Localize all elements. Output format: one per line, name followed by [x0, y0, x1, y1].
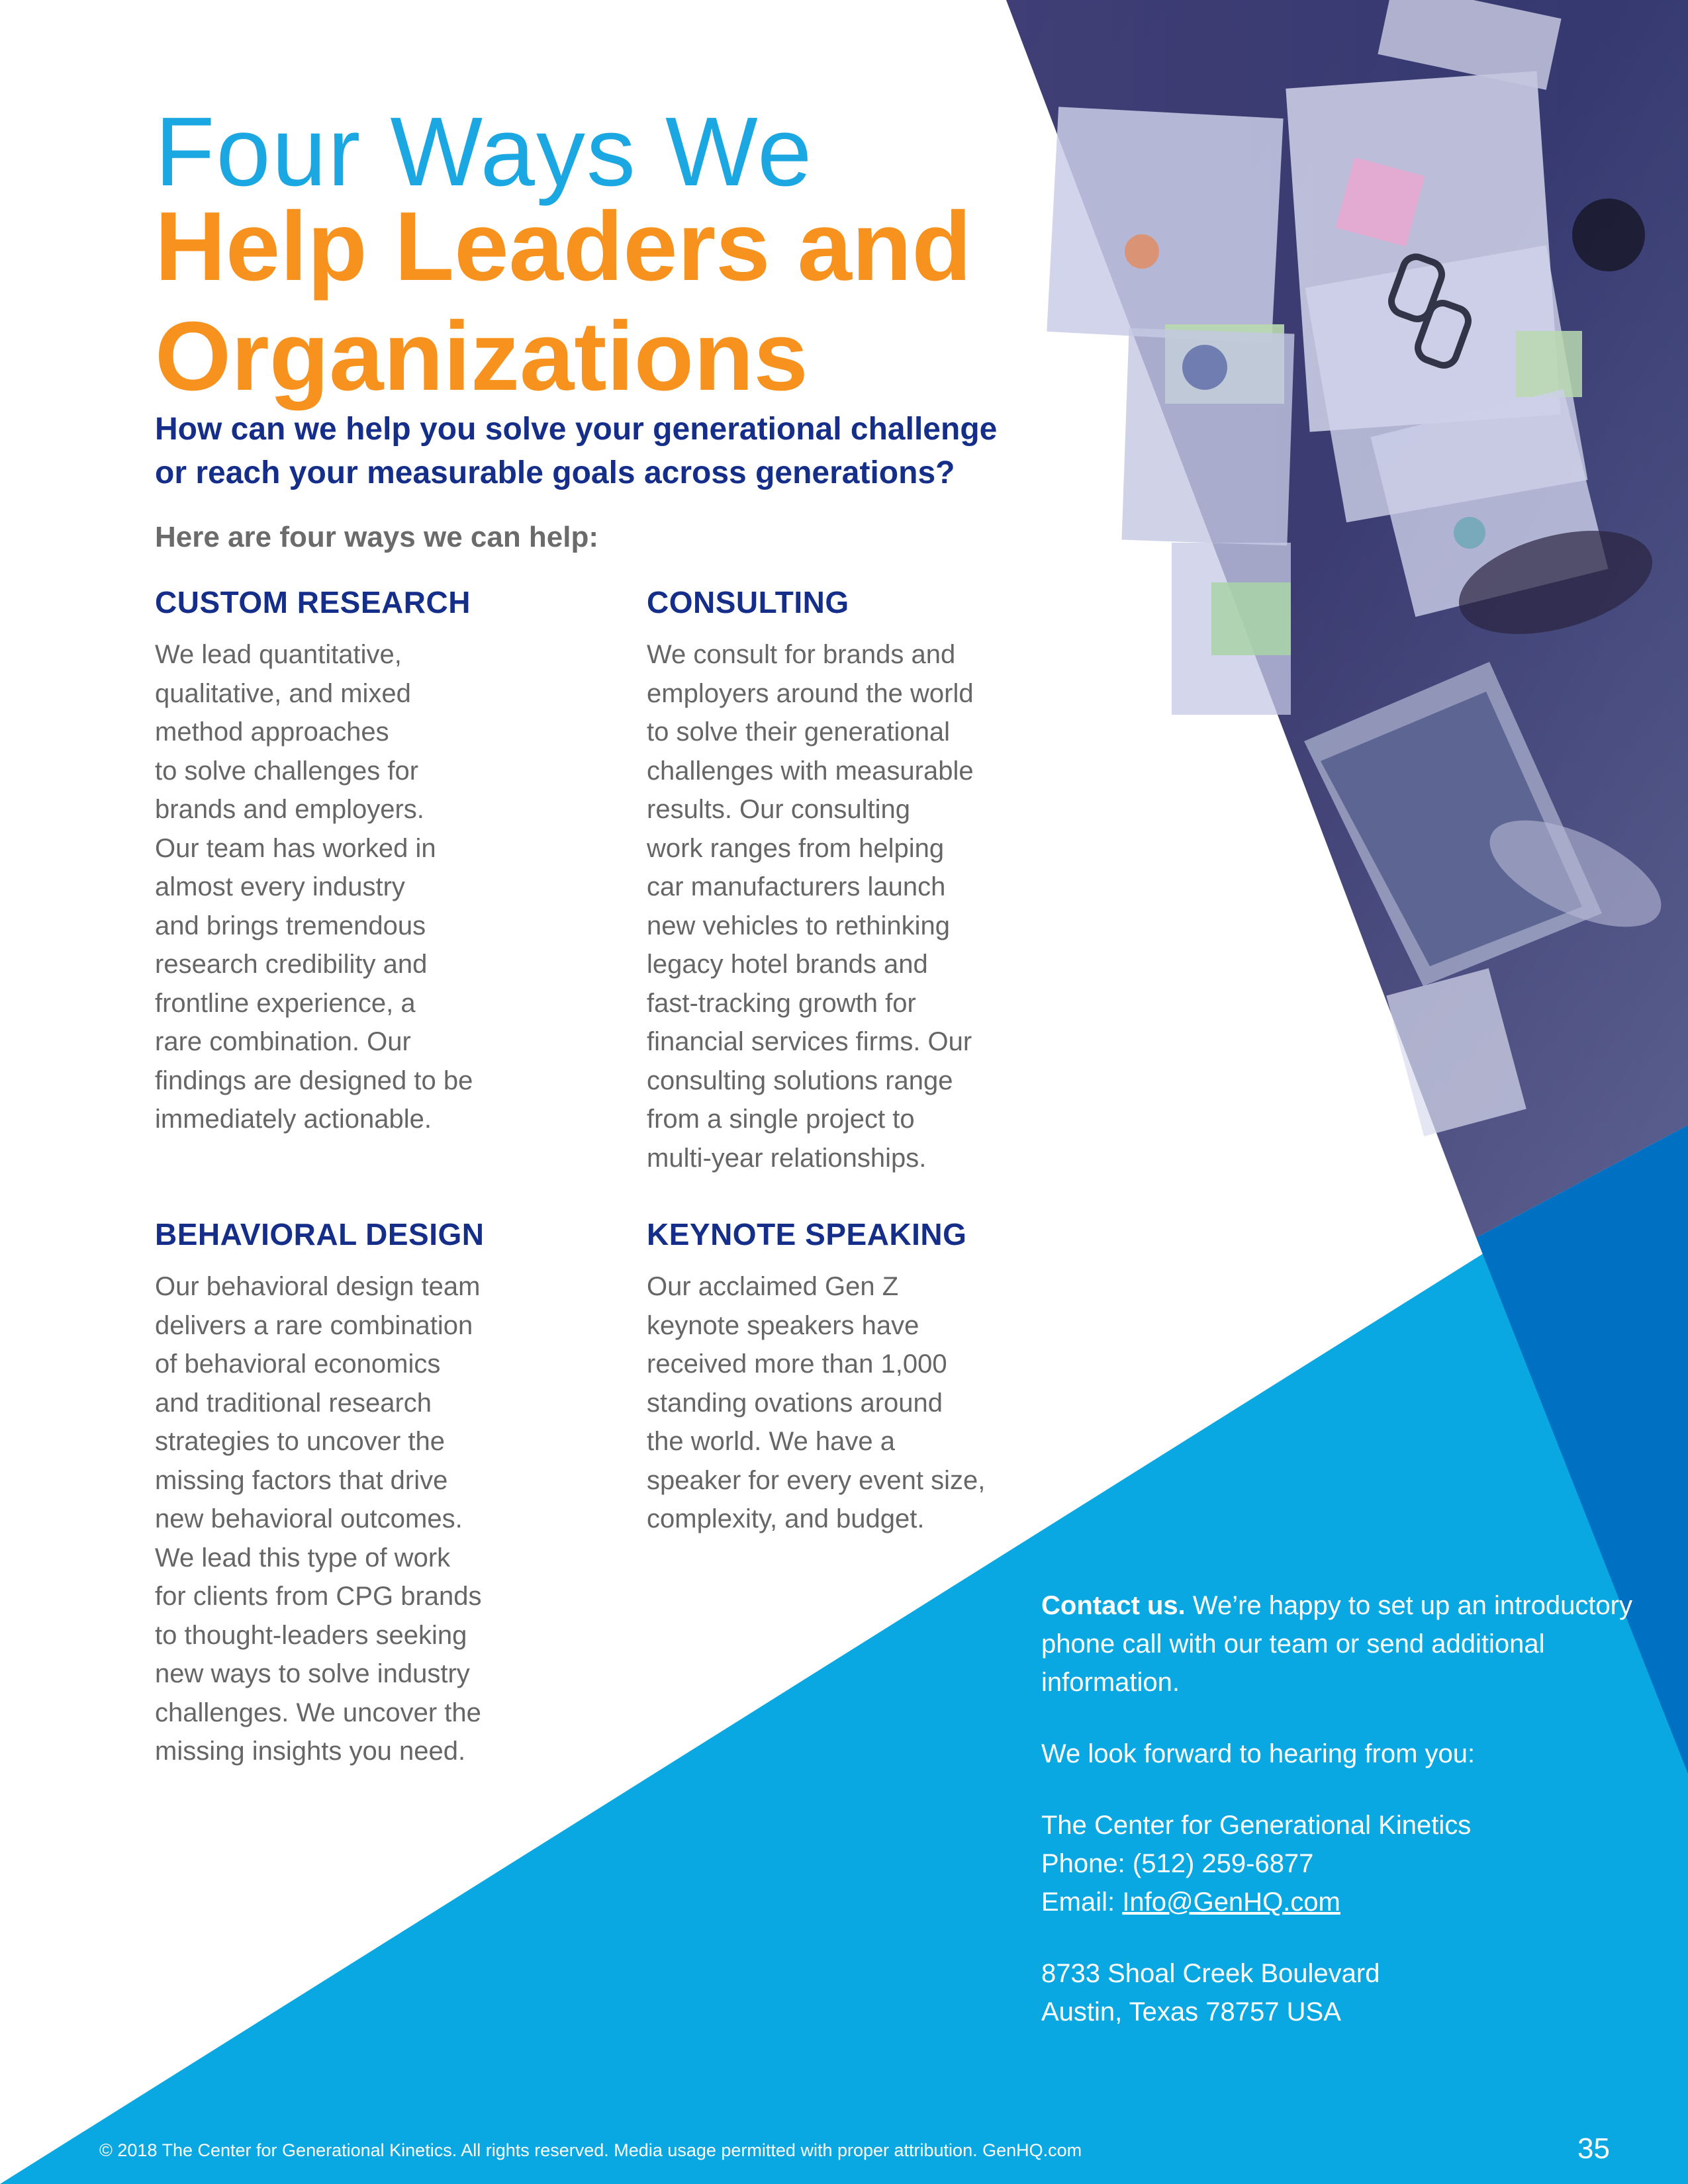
section-heading: KEYNOTE SPEAKING — [647, 1217, 967, 1251]
footer-copyright: © 2018 The Center for Generational Kinetics. All rights reserved. Media usage permitted with proper attribution. GenHQ.com — [99, 2140, 1082, 2160]
lead-line-2: or reach your measurable goals across generations? — [155, 455, 955, 490]
contact-label: Contact us. — [1041, 1591, 1186, 1620]
title-line-light: Four Ways We — [155, 97, 814, 206]
contact-address-2: Austin, Texas 78757 USA — [1041, 1997, 1341, 2026]
section-heading: BEHAVIORAL DESIGN — [155, 1217, 485, 1251]
lead-line-1: How can we help you solve your generational challenge — [155, 412, 998, 447]
lead-question — [155, 408, 1148, 495]
contact-email-label: Email: — [1041, 1888, 1123, 1917]
section-keynote-speaking — [647, 1214, 1110, 1539]
title-bold-line-2: Organizations — [155, 302, 808, 411]
section-body: Our acclaimed Gen Z keynote speakers have received more than 1,000 standing ovations around the world. We have a speaker for every event size, complexity, and budget. — [647, 1272, 986, 1533]
contact-block — [1041, 1586, 1637, 2031]
section-body: We consult for brands and employers around the world to solve their generational challenges with measurable results. Our consulting work ranges from helping car manufacturers launch new vehicles to rethinking legacy hotel brands and fast-tracking growth for financial services firms. Our consulting solutions range from a single project to multi-year relationships. — [647, 640, 974, 1173]
section-heading: CUSTOM RESEARCH — [155, 585, 471, 619]
contact-text: We’re happy to set up an introductory phone call with our team or send additional information. — [1041, 1591, 1632, 1697]
contact-address-1: 8733 Shoal Creek Boulevard — [1041, 1959, 1380, 1988]
section-consulting — [647, 582, 1110, 1177]
contact-email-link[interactable]: Info@GenHQ.com — [1122, 1888, 1340, 1917]
contact-org: The Center for Generational Kinetics — [1041, 1811, 1472, 1840]
section-behavioral-design — [155, 1214, 618, 1771]
contact-intro — [1041, 1586, 1637, 1702]
page-number: 35 — [1577, 2132, 1610, 2165]
contact-phone: Phone: (512) 259-6877 — [1041, 1849, 1314, 1878]
section-body: We lead quantitative, qualitative, and mixed method approaches to solve challenges for brands and employers. Our team has worked in almost every industry and brings tremendous research credibility and frontline experience, a rare combination. Our findings are designed to be immediately actionable. — [155, 640, 473, 1134]
section-custom-research — [155, 582, 618, 1139]
intro-text: Here are four ways we can help: — [155, 521, 599, 553]
section-body: Our behavioral design team delivers a rare combination of behavioral economics and traditional research strategies to uncover the missing factors that drive new behavioral outcomes. We lead this type of work for clients from CPG brands to thought-leaders seeking new ways to solve industry challenges. We uncover the missing insights you need. — [155, 1272, 482, 1766]
title-bold-line-1: Help Leaders and — [155, 192, 972, 301]
contact-email-line — [1041, 1883, 1637, 1921]
contact-forward: We look forward to hearing from you: — [1041, 1739, 1476, 1768]
section-heading: CONSULTING — [647, 585, 849, 619]
title-line-bold — [155, 192, 1082, 412]
